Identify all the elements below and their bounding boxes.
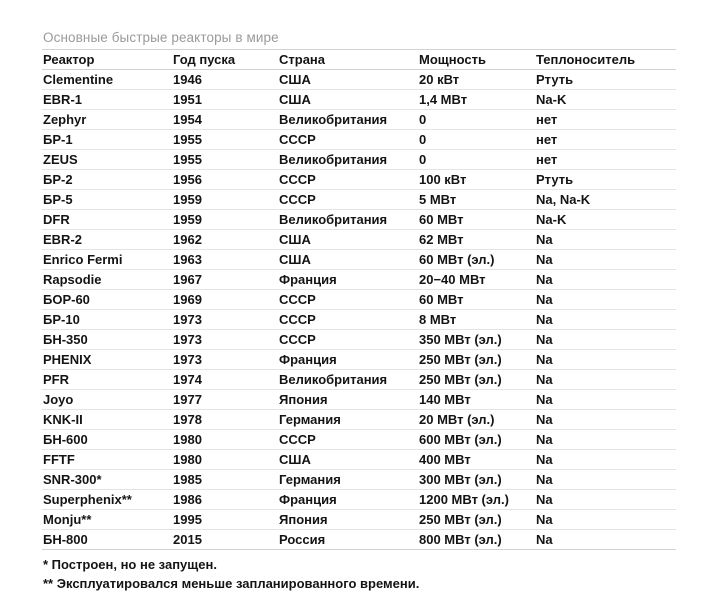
cell-year: 1980 — [172, 450, 278, 470]
cell-year: 1956 — [172, 170, 278, 190]
cell-country: СССР — [278, 190, 418, 210]
cell-country: СССР — [278, 430, 418, 450]
cell-power: 20 кВт — [418, 70, 535, 90]
table-row — [42, 70, 676, 90]
cell-power: 1,4 МВт — [418, 90, 535, 110]
cell-reactor: БР-1 — [42, 130, 172, 150]
cell-year: 1973 — [172, 330, 278, 350]
cell-year: 1973 — [172, 350, 278, 370]
cell-year: 1963 — [172, 250, 278, 270]
cell-reactor: БН-350 — [42, 330, 172, 350]
cell-reactor: FFTF — [42, 450, 172, 470]
cell-year: 1980 — [172, 430, 278, 450]
cell-year: 2015 — [172, 530, 278, 550]
cell-reactor: SNR-300* — [42, 470, 172, 490]
table-row — [42, 430, 676, 450]
cell-country: СССР — [278, 310, 418, 330]
column-header-reactor: Реактор — [42, 50, 172, 70]
cell-power: 250 МВт (эл.) — [418, 350, 535, 370]
cell-country: Германия — [278, 470, 418, 490]
cell-power: 60 МВт — [418, 210, 535, 230]
table-row — [42, 330, 676, 350]
cell-coolant: нет — [535, 130, 676, 150]
cell-reactor: Monju** — [42, 510, 172, 530]
cell-country: США — [278, 70, 418, 90]
cell-country: СССР — [278, 290, 418, 310]
cell-year: 1986 — [172, 490, 278, 510]
cell-power: 140 МВт — [418, 390, 535, 410]
table-row — [42, 450, 676, 470]
cell-power: 1200 МВт (эл.) — [418, 490, 535, 510]
table-row — [42, 530, 676, 550]
table-row — [42, 110, 676, 130]
cell-reactor: Enrico Fermi — [42, 250, 172, 270]
column-header-year: Год пуска — [172, 50, 278, 70]
cell-power: 60 МВт (эл.) — [418, 250, 535, 270]
cell-coolant: Na — [535, 290, 676, 310]
cell-year: 1962 — [172, 230, 278, 250]
cell-power: 0 — [418, 150, 535, 170]
footnotes — [43, 555, 675, 593]
cell-coolant: Na — [535, 410, 676, 430]
cell-year: 1955 — [172, 150, 278, 170]
cell-coolant: Na — [535, 350, 676, 370]
cell-coolant: Ртуть — [535, 70, 676, 90]
cell-country: США — [278, 250, 418, 270]
cell-coolant: Na — [535, 370, 676, 390]
cell-country: Франция — [278, 350, 418, 370]
table-row — [42, 210, 676, 230]
cell-reactor: PHENIX — [42, 350, 172, 370]
cell-country: Великобритания — [278, 150, 418, 170]
table-header — [42, 50, 676, 70]
cell-year: 1978 — [172, 410, 278, 430]
cell-country: Япония — [278, 510, 418, 530]
table-row — [42, 310, 676, 330]
cell-coolant: Na — [535, 450, 676, 470]
cell-power: 800 МВт (эл.) — [418, 530, 535, 550]
cell-reactor: EBR-2 — [42, 230, 172, 250]
column-header-coolant: Теплоноситель — [535, 50, 676, 70]
cell-year: 1951 — [172, 90, 278, 110]
cell-country: СССР — [278, 130, 418, 150]
cell-coolant: Na — [535, 490, 676, 510]
table-caption: Основные быстрые реакторы в мире — [43, 30, 279, 45]
cell-coolant: нет — [535, 150, 676, 170]
cell-country: Франция — [278, 490, 418, 510]
cell-reactor: БР-5 — [42, 190, 172, 210]
cell-coolant: Na — [535, 250, 676, 270]
cell-year: 1955 — [172, 130, 278, 150]
cell-country: Великобритания — [278, 210, 418, 230]
cell-country: Великобритания — [278, 370, 418, 390]
cell-power: 5 МВт — [418, 190, 535, 210]
cell-power: 100 кВт — [418, 170, 535, 190]
cell-reactor: Superphenix** — [42, 490, 172, 510]
cell-reactor: KNK-II — [42, 410, 172, 430]
cell-coolant: Na — [535, 530, 676, 550]
table-row — [42, 510, 676, 530]
cell-power: 60 МВт — [418, 290, 535, 310]
table-row — [42, 250, 676, 270]
column-header-country: Страна — [278, 50, 418, 70]
cell-reactor: БН-800 — [42, 530, 172, 550]
table-row — [42, 350, 676, 370]
cell-country: Россия — [278, 530, 418, 550]
cell-coolant: нет — [535, 110, 676, 130]
cell-coolant: Na — [535, 270, 676, 290]
fast-reactors-table — [42, 49, 676, 550]
cell-country: СССР — [278, 170, 418, 190]
table-row — [42, 170, 676, 190]
cell-reactor: Rapsodie — [42, 270, 172, 290]
table-row — [42, 410, 676, 430]
cell-reactor: EBR-1 — [42, 90, 172, 110]
cell-reactor: Zephyr — [42, 110, 172, 130]
cell-power: 8 МВт — [418, 310, 535, 330]
cell-year: 1973 — [172, 310, 278, 330]
footnote: ** Эксплуатировался меньше запланированного времени. — [43, 576, 420, 591]
cell-year: 1967 — [172, 270, 278, 290]
cell-country: Япония — [278, 390, 418, 410]
cell-country: Германия — [278, 410, 418, 430]
column-header-power: Мощность — [418, 50, 535, 70]
cell-year: 1954 — [172, 110, 278, 130]
cell-year: 1946 — [172, 70, 278, 90]
cell-year: 1995 — [172, 510, 278, 530]
cell-year: 1985 — [172, 470, 278, 490]
cell-coolant: Na — [535, 470, 676, 490]
cell-coolant: Na — [535, 330, 676, 350]
cell-year: 1959 — [172, 190, 278, 210]
cell-power: 400 МВт — [418, 450, 535, 470]
cell-country: США — [278, 90, 418, 110]
cell-reactor: Joyo — [42, 390, 172, 410]
cell-coolant: Na — [535, 430, 676, 450]
footnote: * Построен, но не запущен. — [43, 557, 217, 572]
cell-coolant: Na — [535, 230, 676, 250]
cell-year: 1969 — [172, 290, 278, 310]
cell-reactor: Clementine — [42, 70, 172, 90]
cell-country: Франция — [278, 270, 418, 290]
cell-reactor: DFR — [42, 210, 172, 230]
cell-power: 0 — [418, 130, 535, 150]
cell-power: 250 МВт (эл.) — [418, 370, 535, 390]
cell-year: 1974 — [172, 370, 278, 390]
cell-country: США — [278, 450, 418, 470]
table-row — [42, 90, 676, 110]
cell-power: 20 МВт (эл.) — [418, 410, 535, 430]
cell-power: 300 МВт (эл.) — [418, 470, 535, 490]
cell-reactor: БР-2 — [42, 170, 172, 190]
table-row — [42, 130, 676, 150]
cell-power: 250 МВт (эл.) — [418, 510, 535, 530]
table-header-row — [42, 50, 676, 70]
table-row — [42, 290, 676, 310]
table-row — [42, 370, 676, 390]
cell-reactor: PFR — [42, 370, 172, 390]
cell-coolant: Na — [535, 510, 676, 530]
table-row — [42, 390, 676, 410]
cell-country: США — [278, 230, 418, 250]
table-row — [42, 470, 676, 490]
table-row — [42, 150, 676, 170]
table-row — [42, 270, 676, 290]
cell-coolant: Na, Na-K — [535, 190, 676, 210]
cell-power: 350 МВт (эл.) — [418, 330, 535, 350]
cell-country: СССР — [278, 330, 418, 350]
cell-reactor: БР-10 — [42, 310, 172, 330]
cell-power: 62 МВт — [418, 230, 535, 250]
cell-power: 600 МВт (эл.) — [418, 430, 535, 450]
table-row — [42, 190, 676, 210]
cell-coolant: Na-K — [535, 210, 676, 230]
cell-coolant: Na-K — [535, 90, 676, 110]
cell-reactor: ZEUS — [42, 150, 172, 170]
cell-year: 1959 — [172, 210, 278, 230]
cell-power: 0 — [418, 110, 535, 130]
table-body — [42, 70, 676, 550]
cell-coolant: Na — [535, 310, 676, 330]
cell-power: 20−40 МВт — [418, 270, 535, 290]
cell-coolant: Ртуть — [535, 170, 676, 190]
cell-reactor: БОР-60 — [42, 290, 172, 310]
cell-coolant: Na — [535, 390, 676, 410]
table-row — [42, 230, 676, 250]
cell-country: Великобритания — [278, 110, 418, 130]
cell-year: 1977 — [172, 390, 278, 410]
cell-reactor: БН-600 — [42, 430, 172, 450]
table-row — [42, 490, 676, 510]
